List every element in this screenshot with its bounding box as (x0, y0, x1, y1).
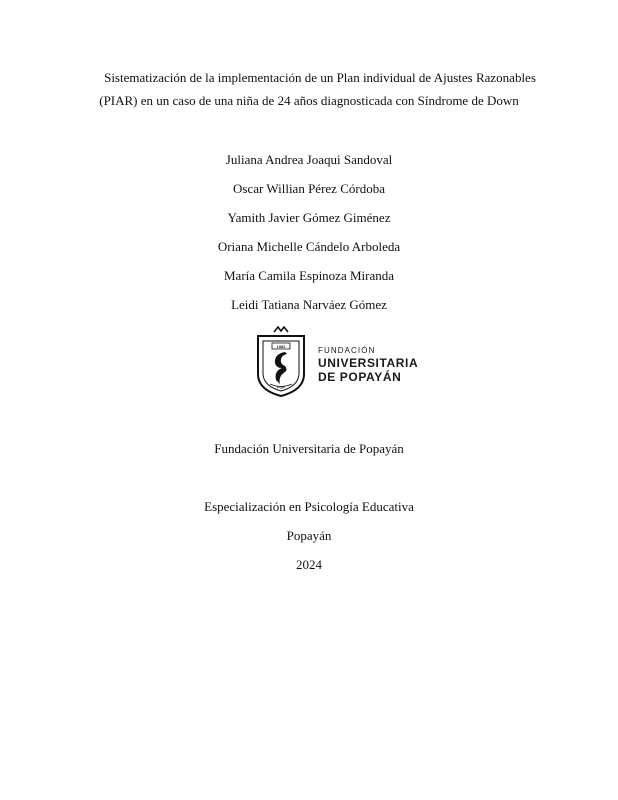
author-name: María Camila Espinoza Miranda (223, 268, 395, 283)
title-line-1: Sistematización de la implementación de un Plan individual de Ajustes Razonables (104, 70, 536, 85)
university-seal-icon (252, 326, 310, 398)
logo-line-3: DE POPAYÁN (318, 370, 402, 384)
logo-line-2: UNIVERSITARIA (318, 356, 419, 370)
program-name: Especialización en Psicología Educativa (204, 499, 414, 514)
author-name: Leidi Tatiana Narváez Gómez (231, 297, 387, 312)
title-line-2: (PIAR) en un caso de una niña de 24 años diagnosticada con Síndrome de Down (99, 93, 519, 108)
logo-line-1: FUNDACIÓN (318, 346, 376, 355)
author-name: Yamith Javier Gómez Giménez (227, 210, 391, 225)
seal-year: 1982 (276, 343, 286, 349)
city: Popayán (286, 528, 332, 543)
author-name: Juliana Andrea Joaqui Sandoval (225, 152, 393, 167)
university-logo (252, 326, 432, 398)
author-name: Oriana Michelle Cándelo Arboleda (217, 239, 401, 254)
logo-wordmark (318, 346, 418, 384)
institution-name: Fundación Universitaria de Popayán (214, 441, 404, 456)
seal-initials: FUP (277, 384, 285, 390)
author-name: Oscar Willian Pérez Córdoba (233, 181, 385, 196)
year: 2024 (296, 557, 322, 572)
